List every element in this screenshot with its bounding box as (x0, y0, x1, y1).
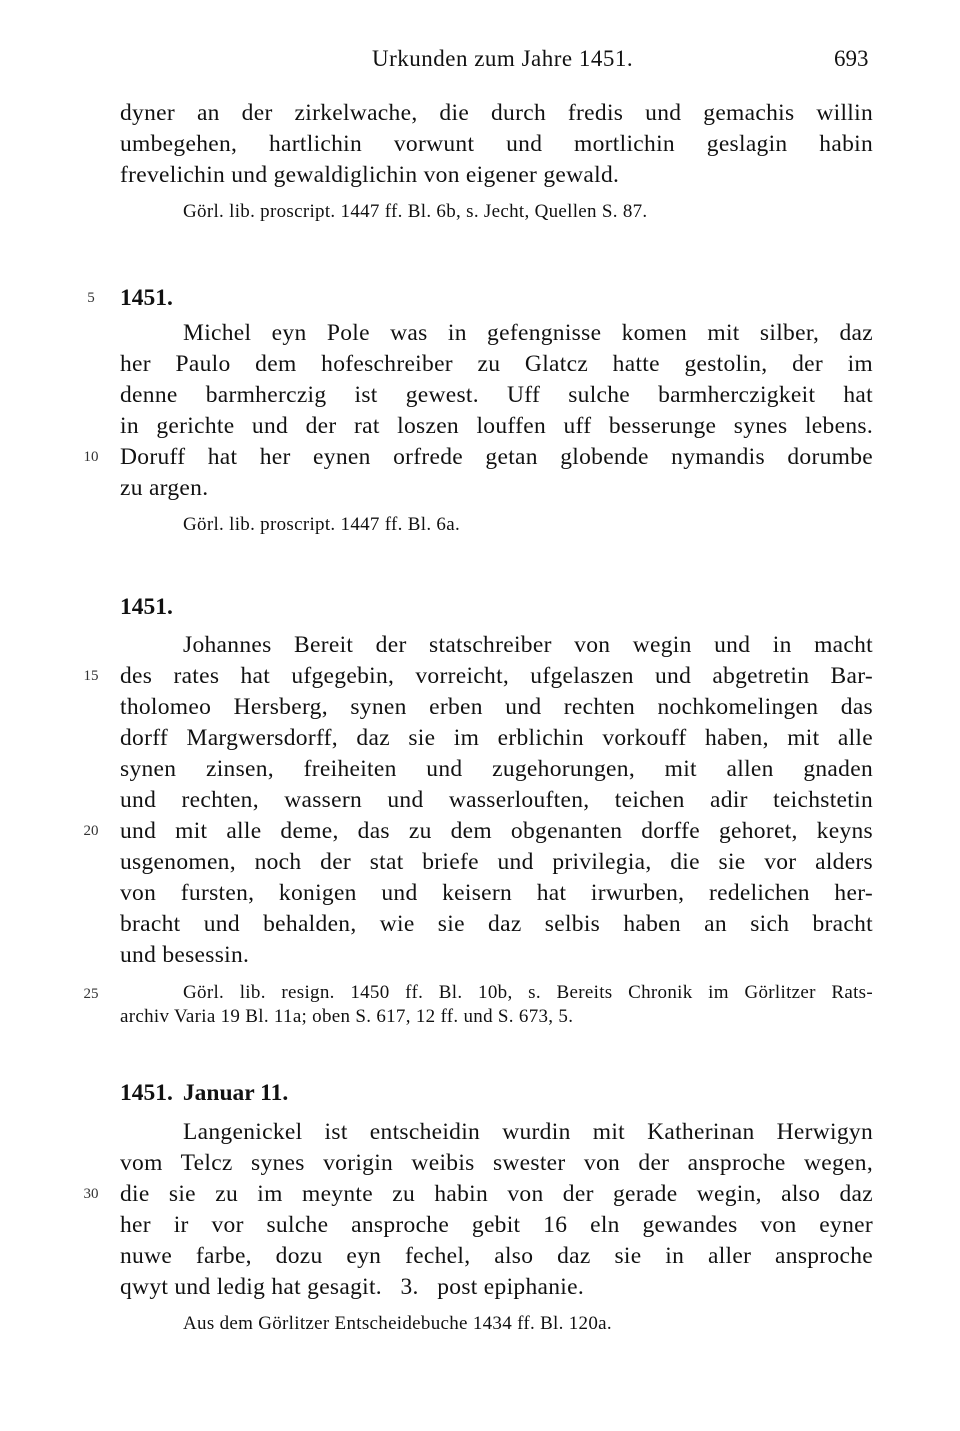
line-number: 25 (83, 986, 99, 1002)
text-line: dyner an der zirkelwache, die durch fredis und gemachis willin (120, 100, 873, 126)
text-line: die sie zu im meynte zu habin von der gerade wegin, also daz (120, 1181, 873, 1207)
page-header (0, 46, 960, 76)
text-line: synen zinsen, freiheiten und zugehorungen, mit allen gnaden (120, 756, 873, 782)
text-line: zu argen. (120, 475, 209, 501)
entry-year: 1451. (120, 285, 173, 311)
text-line: in gerichte und der rat loszen louffen uff besserunge synes lebens. (120, 413, 873, 439)
line-number: 15 (83, 668, 99, 684)
text-line: tholomeo Hersberg, synen erben und rechten nochkomelingen das (120, 694, 873, 720)
text-line: her ir vor sulche ansproche gebit 16 eln gewandes von eyner (120, 1212, 873, 1238)
text-line: bracht und behalden, wie sie daz selbis haben an sich bracht (120, 911, 873, 937)
source-note: Görl. lib. proscript. 1447 ff. Bl. 6a. (183, 514, 461, 535)
text-line: Doruff hat her eynen orfrede getan globende nymandis dorumbe (120, 444, 873, 470)
text-line: dorff Margwersdorff, daz sie im erblichin vorkouff haben, mit alle (120, 725, 873, 751)
text-line: frevelichin und gewaldiglichin von eigener gewald. (120, 162, 620, 188)
line-number: 30 (83, 1186, 99, 1202)
text-line: des rates hat ufgegebin, vorreicht, ufgelaszen und abgetretin Bar- (120, 663, 873, 689)
text-line: Johannes Bereit der statschreiber von wegin und in macht (183, 632, 873, 658)
text-line: vom Telcz synes vorigin weibis swester von der ansproche wegen, (120, 1150, 873, 1176)
source-note: Aus dem Görlitzer Entscheidebuche 1434 ff. Bl. 120a. (183, 1313, 612, 1334)
page-number: 693 (834, 46, 869, 71)
line-number: 20 (83, 823, 99, 839)
source-note: archiv Varia 19 Bl. 11a; oben S. 617, 12 ff. und S. 673, 5. (120, 1006, 574, 1027)
entry-date-heading (120, 1078, 288, 1108)
text-line: und mit alle deme, das zu dem obgenanten dorffe gehoret, keyns (120, 818, 873, 844)
text-line: und rechten, wassern und wasserlouften, teichen adir teichstetin (120, 787, 873, 813)
text-line: von fursten, konigen und keisern hat irwurben, redelichen her- (120, 880, 873, 906)
text-line: qwyt und ledig hat gesagit. 3. post epiphanie. (120, 1274, 585, 1300)
text-line: usgenomen, noch der stat briefe und privilegia, die sie vor alders (120, 849, 873, 875)
text-line: und besessin. (120, 942, 250, 968)
running-head: Urkunden zum Jahre 1451. (372, 46, 634, 71)
text-line: Langenickel ist entscheidin wurdin mit Katherinan Herwigyn (183, 1119, 873, 1145)
text-line: denne barmherczig ist gewest. Uff sulche barmherczigkeit hat (120, 382, 873, 408)
text-line: umbegehen, hartlichin vorwunt und mortlichin geslagin habin (120, 131, 873, 157)
entry-date: Januar 11. (182, 1080, 289, 1106)
text-line: her Paulo dem hofeschreiber zu Glatcz hatte gestolin, der im (120, 351, 873, 377)
entry-year: 1451. (120, 1080, 173, 1106)
source-note: Görl. lib. proscript. 1447 ff. Bl. 6b, s. Jecht, Quellen S. 87. (183, 201, 648, 222)
line-number: 10 (83, 449, 99, 465)
text-line: Michel eyn Pole was in gefengnisse komen mit silber, daz (183, 320, 873, 346)
text-line: nuwe farbe, dozu eyn fechel, also daz sie in aller ansproche (120, 1243, 873, 1269)
line-number: 5 (87, 290, 95, 306)
entry-year: 1451. (120, 594, 173, 620)
source-note: Görl. lib. resign. 1450 ff. Bl. 10b, s. Bereits Chronik im Görlitzer Rats- (183, 982, 873, 1003)
